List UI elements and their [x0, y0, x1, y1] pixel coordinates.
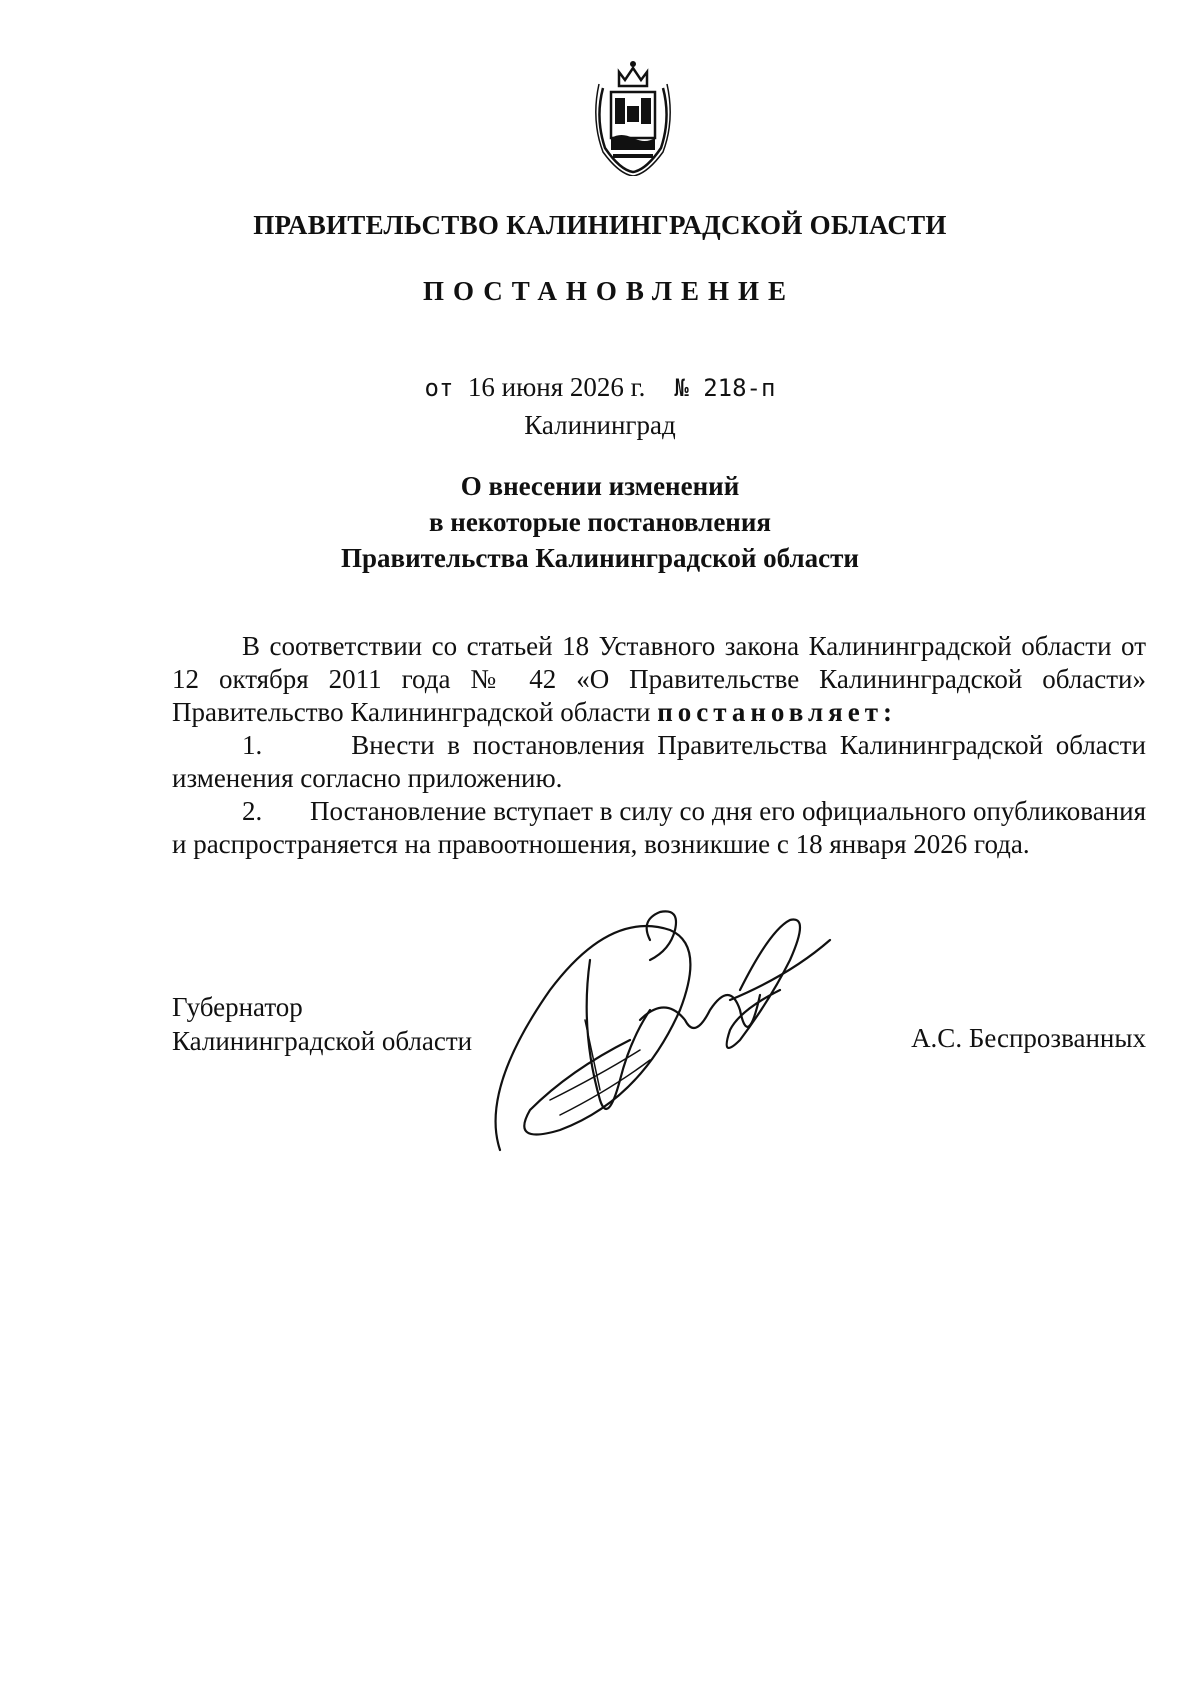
subject-line: О внесении изменений	[460, 471, 740, 501]
signatory-name: А.С. Беспрозванных	[911, 1023, 1146, 1053]
date-line	[0, 372, 1200, 403]
item-number: 2.	[242, 796, 263, 826]
document-subject	[0, 468, 1200, 576]
preamble-paragraph	[172, 630, 1146, 729]
document-body	[172, 630, 1146, 861]
government-name: ПРАВИТЕЛЬСТВО КАЛИНИНГРАДСКОЙ ОБЛАСТИ	[253, 210, 947, 240]
preamble-text: В соответствии со статьей 18 Уставного закона Калининградской области от 12 октября 2011 года № 42 «О Правительстве Калининградской области» Правительство Калининградской области	[172, 631, 1146, 727]
signatory-title-line: Калининградской области	[172, 1026, 473, 1056]
document-number: № 218-п	[674, 374, 776, 402]
list-item	[172, 729, 1146, 795]
signatory-title	[172, 990, 472, 1058]
item-text: Постановление вступает в силу со дня его официального опубликования и распространяется на правоотношения, возникшие с 18 января 2026 года.	[172, 796, 1146, 859]
subject-line: в некоторые постановления	[428, 507, 772, 537]
date-prefix: от	[424, 374, 454, 402]
handwritten-signature-image	[490, 900, 910, 1160]
city: Калининград	[524, 410, 676, 440]
item-text: Внести в постановления Правительства Калининградской области изменения согласно приложению.	[172, 730, 1147, 793]
document-date: 16 июня 2026 г.	[467, 372, 646, 402]
document-type: ПОСТАНОВЛЕНИЕ	[422, 276, 796, 306]
item-number: 1.	[242, 730, 263, 760]
resolves-word: постановляет:	[657, 697, 897, 727]
subject-line: Правительства Калининградской области	[341, 543, 859, 573]
list-item	[172, 795, 1146, 861]
signatory-title-line: Губернатор	[172, 992, 303, 1022]
coat-of-arms-icon	[585, 58, 681, 176]
